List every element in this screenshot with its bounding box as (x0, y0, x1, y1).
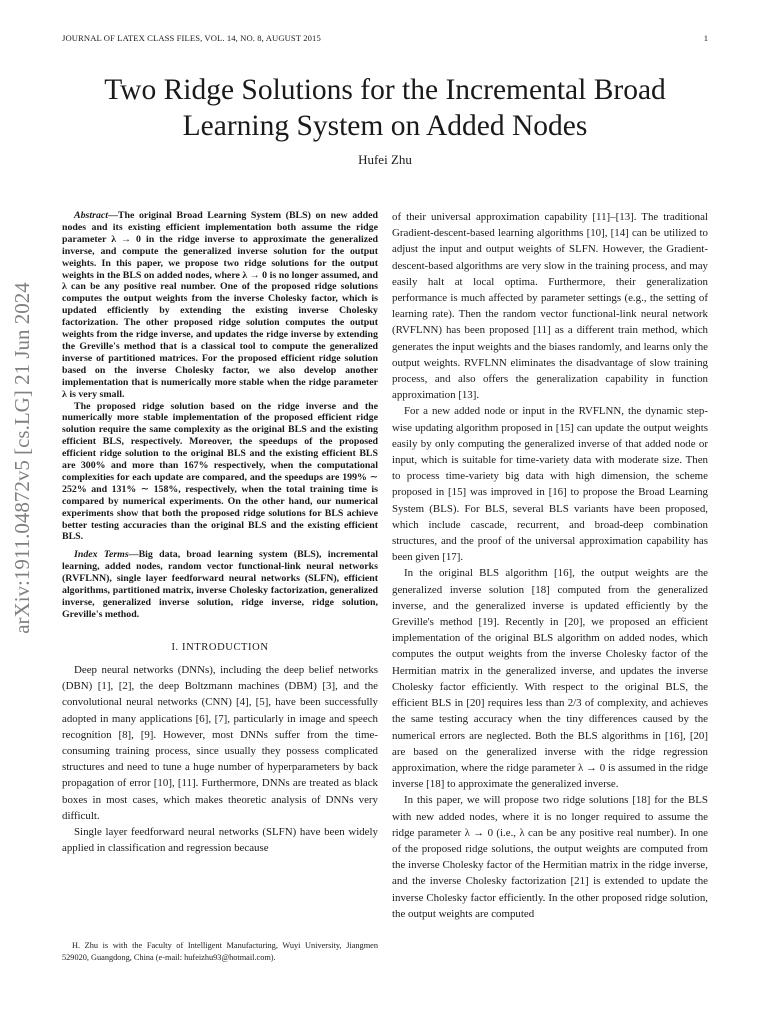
right-paragraph-1: of their universal approximation capability [11]–[13]. The traditional Gradient-descent-based learning algorithms [10], [14] can be utilized to adjust the input and output weights of SLFN. However, the Gradient-descent-based algorithms are very slow in the training process, and may easily halt at local optima. Furthermore, their generalization performance is much affected by parameter settings (e.g., the setting of learning rate). Then the random vector functional-link neural network (RVFLNN) has been proposed [11] as a different train method, which generates the input weights and the biases randomly, and learns only the output weights. RVFLNN eliminates the disadvantage of slow training process, and also offers the generalization capability in function approximation [13]. (392, 211, 708, 402)
abstract-paragraph-2: The proposed ridge solution based on the ridge inverse and the numerically more stable implementation of the proposed efficient ridge solution require the same complexity as the original BLS and the existing efficient BLS, respectively. Moreover, the speedups of the proposed efficient ridge solution to the original BLS and the existing efficient BLS are 300% and more than 167% respectively, when the computational complexities for each update are compared, and the speedups are 199% ∼ 252% and 131% ∼ 158%, respectively, when the total training time is compared by numerical experiments. On the other hand, our numerical experiments show that both the proposed ridge solutions for BLS achieve better testing accuracies than the original BLS and the existing efficient BLS. (62, 400, 378, 543)
page-number: 1 (703, 33, 708, 43)
abstract (62, 210, 378, 543)
author-name: Hufei Zhu (358, 152, 412, 167)
running-header: JOURNAL OF LATEX CLASS FILES, VOL. 14, NO. 8, AUGUST 2015 (62, 33, 321, 43)
index-terms-text: —Big data, broad learning system (BLS), incremental learning, added nodes, random vector functional-link neural networks (RVFLNN), single layer feedforward neural networks (SLFN), efficient algorithms, partitioned matrix, inverse Cholesky factorization, generalized inverse, generalized inverse solution, ridge inverse, ridge solution, Greville's method. (62, 549, 379, 620)
intro-paragraph-2: Single layer feedforward neural networks (SLFN) have been widely applied in classification and regression because (62, 825, 378, 855)
right-paragraph-4: In this paper, we will propose two ridge solutions [18] for the BLS with new added nodes, where it is no longer required to assume the ridge parameter λ → 0 (i.e., λ can be any positive real number). In one of the proposed ridge solutions, the output weights are computed from the inverse Cholesky factor of the Hermitian matrix in the ridge inverse, and the inverse Cholesky factorization [21] is extended to update the inverse Cholesky factor efficiently. In the other proposed ridge solution, the output weights are computed (392, 794, 708, 920)
right-paragraph-3: In the original BLS algorithm [16], the output weights are the generalized inverse solution [18] computed from the generalized inverse, and the generalized inverse is updated efficiently by the Greville's method [19]. Recently in [20], we proposed an efficient implementation of the original BLS algorithm on added nodes, which computes the output weights from the inverse Cholesky factor of the Hermitian matrix in the generalized inverse, and updates the inverse Cholesky factor efficiently. With respect to the original BLS, the efficient BLS in [20] requires less than 2/3 of complexity, and achieves the same testing accuracy when the tiny differences caused by the numerical errors are neglected. Both the BLS algorithms in [16], [20] are based on the generalized inverse with the ridge regression approximation, where the ridge parameter λ → 0 is assumed in the ridge inverse [18] to approximate the generalized inverse. (392, 567, 708, 791)
index-terms (62, 549, 378, 620)
paper-title: Two Ridge Solutions for the Incremental Broad Learning System on Added Nodes (104, 74, 666, 142)
affiliation-footnote: H. Zhu is with the Faculty of Intelligent Manufacturing, Wuyi University, Jiangmen 529020, Guangdong, China (e-mail: hufeizhu93@hotmail.com). (62, 941, 378, 962)
intro-paragraph-1: Deep neural networks (DNNs), including the deep belief networks (DBN) [1], [2], the deep Boltzmann machines (DBM) [3], and the convolutional neural networks (CNN) [4], [5], have been successfully adopted in many applications [6], [7], particularly in image and speech recognition [8], [9]. However, most DNNs suffer from the time-consuming training process, since usually they possess complicated structures and need to tune a huge number of hyperparameters by back propagation of error [10], [11]. Furthermore, DNNs are treated as black boxes in most cases, which makes theoretic analysis of DNNs very difficult. (62, 663, 378, 822)
right-column (392, 209, 708, 922)
abstract-text-1: —The original Broad Learning System (BLS) on new added nodes and its existing efficient implementation both assume the ridge parameter λ → 0 in the ridge inverse to approximate the generalized inverse, and compute the generalized inverse solution for the output weights. In this paper, we propose two ridge solutions for the output weights in the BLS on added nodes, where λ → 0 is no longer assumed, and λ can be any positive real number. One of the proposed ridge solutions computes the output weights from the inverse Cholesky factor, which is updated efficiently by extending the existing inverse Cholesky factorization. The other proposed ridge solution computes the output weights from the ridge inverse, and updates the ridge inverse by extending the Greville's method that is a classical tool to compute the generalized inverse of partitioned matrices. For the proposed efficient ridge solution based on the inverse Cholesky factor, we also develop another implementation that is numerically more stable when the ridge parameter λ is very small. (62, 210, 378, 400)
introduction-body (62, 662, 378, 856)
section-heading-introduction: I. INTRODUCTION (171, 641, 269, 653)
abstract-lead: Abstract (74, 210, 109, 221)
abstract-paragraph-1 (62, 210, 378, 401)
left-column (62, 210, 378, 856)
index-terms-lead: Index Terms (74, 549, 129, 561)
arxiv-stamp[interactable]: arXiv:1911.04872v5 [cs.LG] 21 Jun 2024 (10, 282, 34, 634)
right-paragraph-2: For a new added node or input in the RVFLNN, the dynamic step-wise updating algorithm proposed in [15] can update the output weights easily by only computing the generalized inverse of that added node or input, which is suitable for time-variety data with moderate size. Then to process time-variety big data with high dimension, the scheme proposed in [15] was improved in [16] to propose the Broad Learning System (BLS). For BLS, several BLS variants have been proposed, which include cascade, recurrent, and broad-deep combination structures, and the proof of the universal approximation capability has been given [17]. (392, 405, 708, 564)
